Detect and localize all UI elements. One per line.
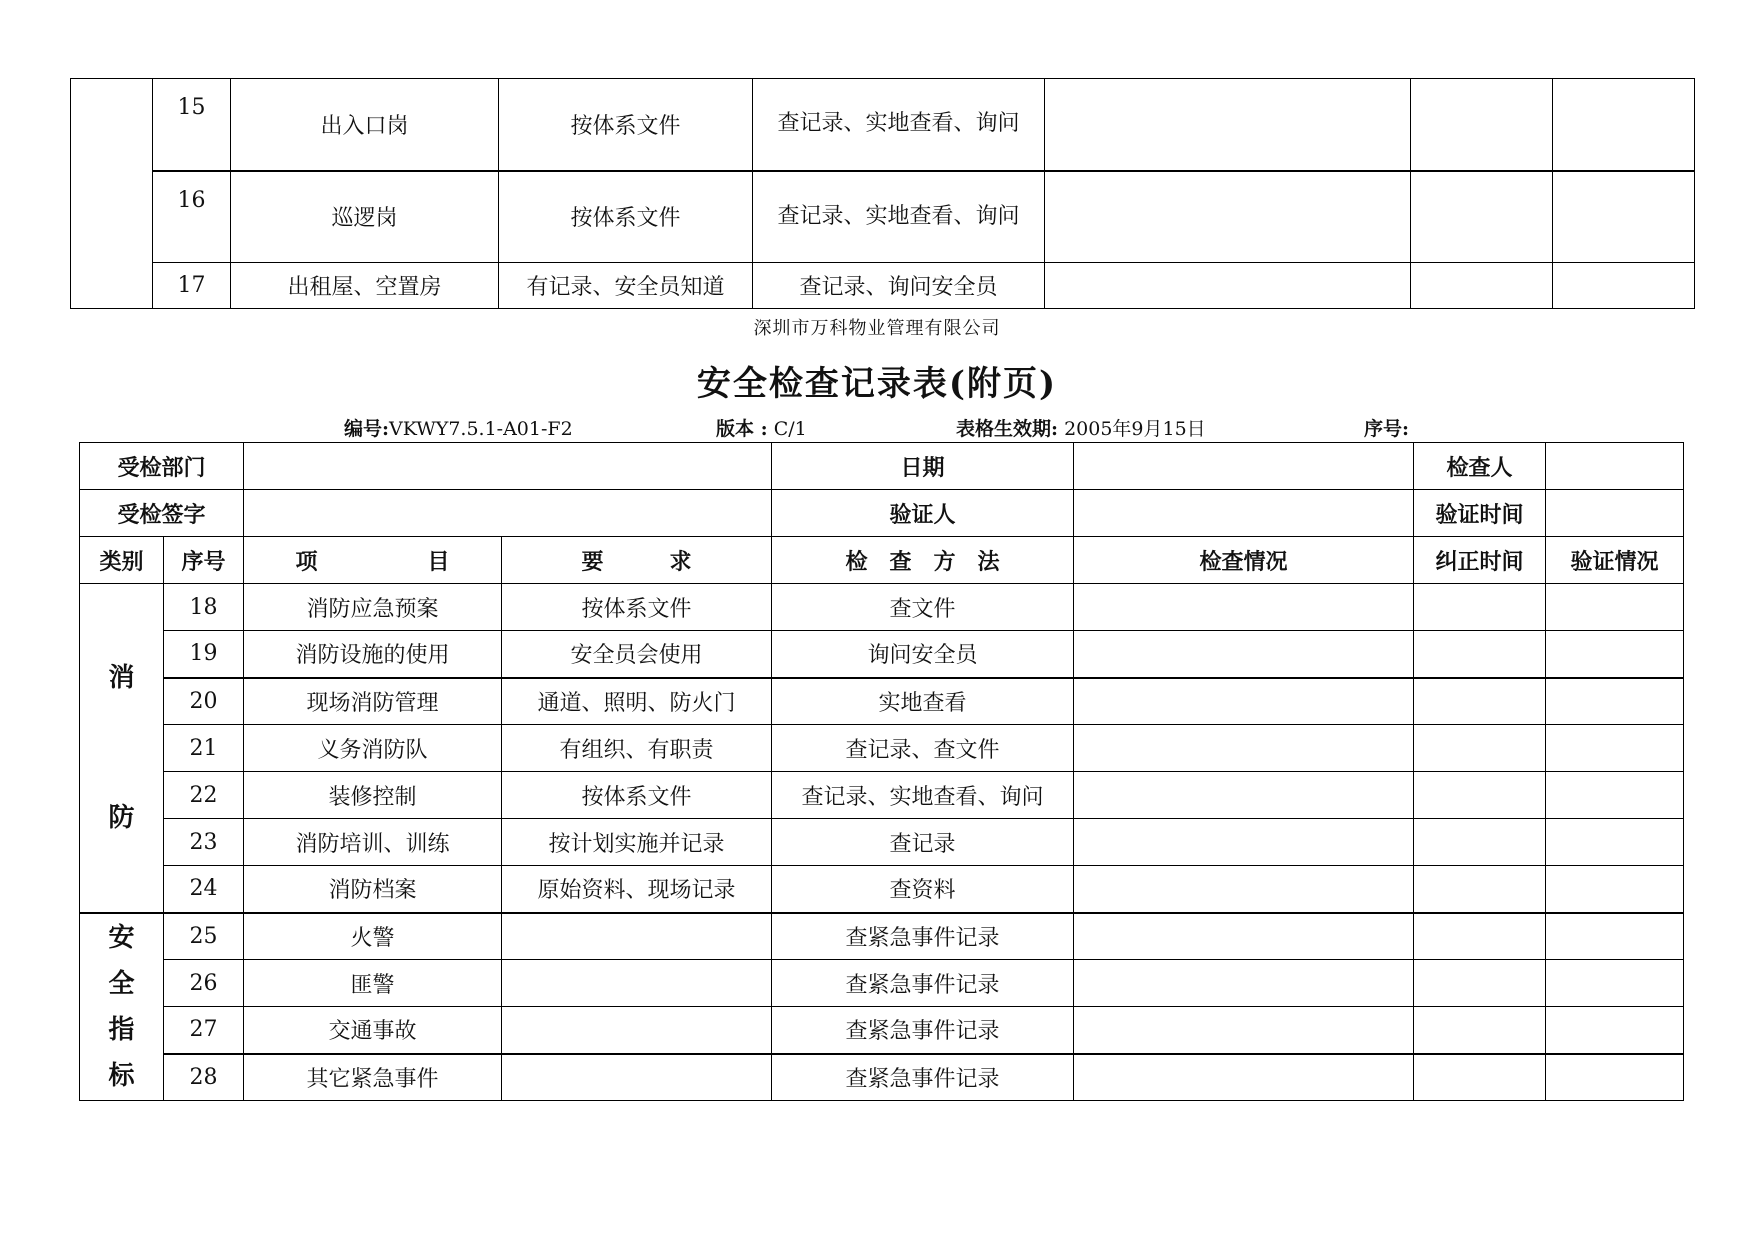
row-number: 21 (164, 725, 244, 772)
status-cell[interactable] (1074, 631, 1414, 678)
requirement-cell: 有组织、有职责 (502, 725, 772, 772)
col-status: 检查情况 (1074, 537, 1414, 584)
col-requirement: 要 求 (502, 537, 772, 584)
item-cell: 巡逻岗 (231, 171, 499, 263)
item-cell: 现场消防管理 (244, 678, 502, 725)
correct-time-cell[interactable] (1411, 171, 1553, 263)
table-row (80, 960, 1684, 1007)
method-cell: 查资料 (772, 866, 1074, 913)
category-safety-char: 标 (108, 1060, 135, 1091)
item-cell: 交通事故 (244, 1007, 502, 1054)
category-safety-indicators (80, 913, 164, 1101)
correct-time-cell[interactable] (1411, 263, 1553, 309)
method-cell: 查记录 (772, 819, 1074, 866)
category-safety-char: 指 (108, 1014, 135, 1045)
form-code-label: 编号: (344, 418, 390, 440)
form-code-value: VKWY7.5.1-A01-F2 (389, 418, 573, 440)
correct-time-cell[interactable] (1414, 819, 1546, 866)
table-row (80, 584, 1684, 631)
verify-status-cell[interactable] (1546, 819, 1684, 866)
correct-time-cell[interactable] (1414, 725, 1546, 772)
method-cell: 实地查看 (772, 678, 1074, 725)
correct-time-cell[interactable] (1414, 913, 1546, 960)
verify-status-cell[interactable] (1546, 1007, 1684, 1054)
method-cell: 查紧急事件记录 (772, 1054, 1074, 1101)
row-number: 18 (164, 584, 244, 631)
verify-status-cell[interactable] (1546, 631, 1684, 678)
item-cell: 消防档案 (244, 866, 502, 913)
table-row (80, 678, 1684, 725)
correct-time-cell[interactable] (1414, 1007, 1546, 1054)
col-verify-status: 验证情况 (1546, 537, 1684, 584)
method-cell: 查记录、实地查看、询问 (753, 171, 1045, 263)
status-cell[interactable] (1045, 263, 1411, 309)
col-category: 类别 (80, 537, 164, 584)
dept-value[interactable] (244, 443, 772, 490)
header-row-sign (80, 490, 1684, 537)
correct-time-cell[interactable] (1414, 584, 1546, 631)
correct-time-cell[interactable] (1411, 79, 1553, 171)
verify-status-cell[interactable] (1553, 171, 1695, 263)
sequence-number (1364, 414, 1409, 441)
sequence-label: 序号: (1364, 418, 1410, 440)
effective-date-value: 2005年9月15日 (1064, 418, 1206, 440)
status-cell[interactable] (1045, 79, 1411, 171)
item-cell: 消防设施的使用 (244, 631, 502, 678)
verify-time-label: 验证时间 (1414, 490, 1546, 537)
sign-label: 受检签字 (80, 490, 244, 537)
table-row (80, 631, 1684, 678)
form-version (716, 414, 807, 441)
verify-status-cell[interactable] (1546, 725, 1684, 772)
verify-status-cell[interactable] (1546, 772, 1684, 819)
item-cell: 火警 (244, 913, 502, 960)
item-cell: 其它紧急事件 (244, 1054, 502, 1101)
row-number: 22 (164, 772, 244, 819)
method-cell: 查紧急事件记录 (772, 960, 1074, 1007)
item-cell: 出入口岗 (231, 79, 499, 171)
item-cell: 装修控制 (244, 772, 502, 819)
table-row (80, 1054, 1684, 1101)
row-number: 17 (153, 263, 231, 309)
requirement-cell: 按计划实施并记录 (502, 819, 772, 866)
status-cell[interactable] (1074, 866, 1414, 913)
category-cell (71, 79, 153, 309)
row-number: 27 (164, 1007, 244, 1054)
status-cell[interactable] (1074, 584, 1414, 631)
table-row (80, 772, 1684, 819)
item-cell: 消防应急预案 (244, 584, 502, 631)
form-code (344, 414, 573, 441)
method-cell: 查记录、询问安全员 (753, 263, 1045, 309)
effective-date-label: 表格生效期: (956, 418, 1059, 440)
correct-time-cell[interactable] (1414, 960, 1546, 1007)
item-cell: 匪警 (244, 960, 502, 1007)
correct-time-cell[interactable] (1414, 866, 1546, 913)
inspector-label: 检查人 (1414, 443, 1546, 490)
method-cell: 查紧急事件记录 (772, 913, 1074, 960)
method-cell: 查记录、实地查看、询问 (772, 772, 1074, 819)
status-cell[interactable] (1074, 678, 1414, 725)
col-correct-time: 纠正时间 (1414, 537, 1546, 584)
status-cell[interactable] (1074, 819, 1414, 866)
verify-status-cell[interactable] (1546, 678, 1684, 725)
col-number: 序号 (164, 537, 244, 584)
category-fire-char: 防 (108, 802, 135, 833)
item-cell: 义务消防队 (244, 725, 502, 772)
inspection-table (79, 442, 1684, 1101)
row-number: 16 (153, 171, 231, 263)
item-cell: 消防培训、训练 (244, 819, 502, 866)
verify-status-cell[interactable] (1546, 913, 1684, 960)
effective-date (956, 414, 1206, 441)
method-cell: 询问安全员 (772, 631, 1074, 678)
method-cell: 查文件 (772, 584, 1074, 631)
correct-time-cell[interactable] (1414, 1054, 1546, 1101)
table-row (71, 263, 1695, 309)
requirement-cell: 按体系文件 (502, 584, 772, 631)
requirement-cell (502, 1054, 772, 1101)
verifier-value[interactable] (1074, 490, 1414, 537)
verify-status-cell[interactable] (1546, 866, 1684, 913)
header-row-dept (80, 443, 1684, 490)
verify-status-cell[interactable] (1546, 1054, 1684, 1101)
row-number: 20 (164, 678, 244, 725)
requirement-cell: 原始资料、现场记录 (502, 866, 772, 913)
version-value: C/1 (773, 418, 807, 440)
sign-value[interactable] (244, 490, 772, 537)
dept-label: 受检部门 (80, 443, 244, 490)
verify-status-cell[interactable] (1553, 263, 1695, 309)
status-cell[interactable] (1045, 171, 1411, 263)
page-title: 安全检查记录表(附页) (696, 364, 1058, 404)
table-row (71, 79, 1695, 171)
row-number: 24 (164, 866, 244, 913)
requirement-cell: 有记录、安全员知道 (499, 263, 753, 309)
row-number: 23 (164, 819, 244, 866)
row-number: 26 (164, 960, 244, 1007)
table-row (80, 819, 1684, 866)
table-row (80, 913, 1684, 960)
col-item: 项 目 (244, 537, 502, 584)
table-row (71, 171, 1695, 263)
category-fire-char: 消 (108, 662, 135, 693)
status-cell[interactable] (1074, 960, 1414, 1007)
table-row (80, 866, 1684, 913)
requirement-cell: 按体系文件 (502, 772, 772, 819)
correct-time-cell[interactable] (1414, 631, 1546, 678)
correct-time-cell[interactable] (1414, 678, 1546, 725)
status-cell[interactable] (1074, 913, 1414, 960)
category-fire (80, 584, 164, 913)
verify-time-value[interactable] (1546, 490, 1684, 537)
requirement-cell: 通道、照明、防火门 (502, 678, 772, 725)
requirement-cell (502, 913, 772, 960)
category-safety-char: 全 (108, 968, 135, 999)
column-header-row (80, 537, 1684, 584)
verifier-label: 验证人 (772, 490, 1074, 537)
inspector-value[interactable] (1546, 443, 1684, 490)
category-safety-char: 安 (108, 922, 135, 953)
item-cell: 出租屋、空置房 (231, 263, 499, 309)
method-cell: 查记录、实地查看、询问 (753, 79, 1045, 171)
col-method: 检 查 方 法 (772, 537, 1074, 584)
verify-status-cell[interactable] (1546, 960, 1684, 1007)
table-row (80, 725, 1684, 772)
requirement-cell: 按体系文件 (499, 171, 753, 263)
date-value[interactable] (1074, 443, 1414, 490)
table-row (80, 1007, 1684, 1054)
status-cell[interactable] (1074, 1054, 1414, 1101)
requirement-cell (502, 1007, 772, 1054)
row-number: 28 (164, 1054, 244, 1101)
verify-status-cell[interactable] (1546, 584, 1684, 631)
requirement-cell: 安全员会使用 (502, 631, 772, 678)
previous-page-table (70, 78, 1695, 309)
verify-status-cell[interactable] (1553, 79, 1695, 171)
row-number: 25 (164, 913, 244, 960)
row-number: 15 (153, 79, 231, 171)
company-name: 深圳市万科物业管理有限公司 (753, 318, 1001, 339)
method-cell: 查记录、查文件 (772, 725, 1074, 772)
status-cell[interactable] (1074, 772, 1414, 819)
status-cell[interactable] (1074, 725, 1414, 772)
date-label: 日期 (772, 443, 1074, 490)
row-number: 19 (164, 631, 244, 678)
requirement-cell: 按体系文件 (499, 79, 753, 171)
version-label: 版本 : (716, 418, 768, 440)
requirement-cell (502, 960, 772, 1007)
method-cell: 查紧急事件记录 (772, 1007, 1074, 1054)
status-cell[interactable] (1074, 1007, 1414, 1054)
correct-time-cell[interactable] (1414, 772, 1546, 819)
